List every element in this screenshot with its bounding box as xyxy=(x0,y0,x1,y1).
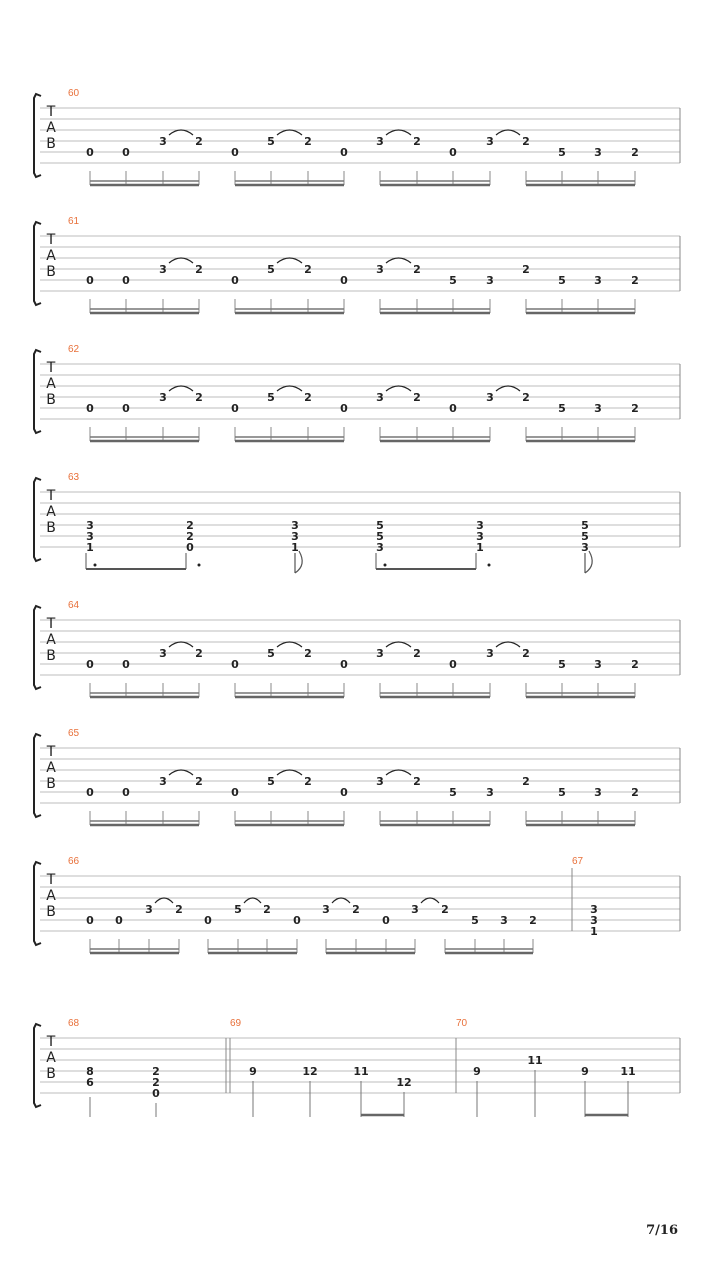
tie-slur xyxy=(169,770,193,775)
fret-number: 3 xyxy=(376,391,384,404)
fret-number: 0 xyxy=(449,146,457,159)
fret-number: 0 xyxy=(122,402,130,415)
fret-number: 5 xyxy=(471,914,479,927)
dot xyxy=(198,564,201,567)
fret-number: 2 xyxy=(304,391,312,404)
fret-number: 5 xyxy=(267,135,275,148)
tie-slur xyxy=(386,130,411,135)
tie-slur xyxy=(277,642,302,647)
measure-number: 68 xyxy=(68,1018,80,1029)
fret-number: 2 xyxy=(175,903,183,916)
fret-number: 3 xyxy=(159,391,167,404)
tab-clef-letter: B xyxy=(46,392,56,408)
tab-clef-letter: A xyxy=(46,760,56,776)
fret-number: 3 xyxy=(86,519,94,532)
fret-number: 2 xyxy=(195,775,203,788)
measure-number: 66 xyxy=(68,856,80,867)
fret-number: 5 xyxy=(558,786,566,799)
tie-slur xyxy=(277,770,302,775)
fret-number: 0 xyxy=(293,914,301,927)
fret-number: 0 xyxy=(86,146,94,159)
fret-number: 2 xyxy=(631,274,639,287)
fret-number: 0 xyxy=(86,274,94,287)
fret-number: 5 xyxy=(267,391,275,404)
tab-clef-letter: A xyxy=(46,504,56,520)
fret-number: 0 xyxy=(449,402,457,415)
measure-number: 67 xyxy=(572,856,584,867)
fret-number: 3 xyxy=(145,903,153,916)
fret-number: 3 xyxy=(594,274,602,287)
fret-number: 5 xyxy=(376,530,384,543)
fret-number: 0 xyxy=(449,658,457,671)
fret-number: 2 xyxy=(631,658,639,671)
system-bracket xyxy=(34,94,41,177)
measure-number: 63 xyxy=(68,472,80,483)
fret-number: 2 xyxy=(413,135,421,148)
fret-number: 0 xyxy=(340,402,348,415)
fret-number: 3 xyxy=(291,519,299,532)
fret-number: 2 xyxy=(152,1076,160,1089)
tab-clef-letter: A xyxy=(46,632,56,648)
fret-number: 2 xyxy=(631,786,639,799)
dot xyxy=(488,564,491,567)
tie-slur xyxy=(169,258,193,263)
fret-number: 3 xyxy=(322,903,330,916)
fret-number: 0 xyxy=(86,402,94,415)
fret-number: 2 xyxy=(152,1065,160,1078)
fret-number: 3 xyxy=(594,786,602,799)
tab-clef-letter: B xyxy=(46,648,56,664)
fret-number: 3 xyxy=(500,914,508,927)
flag xyxy=(295,551,302,573)
measure-number: 64 xyxy=(68,600,80,611)
fret-number: 3 xyxy=(590,914,598,927)
tie-slur xyxy=(386,770,411,775)
fret-number: 0 xyxy=(231,146,239,159)
system-bracket xyxy=(34,350,41,433)
tie-slur xyxy=(155,898,173,903)
fret-number: 0 xyxy=(186,541,194,554)
tab-clef-letter: B xyxy=(46,264,56,280)
fret-number: 2 xyxy=(631,402,639,415)
fret-number: 1 xyxy=(86,541,94,554)
fret-number: 3 xyxy=(486,135,494,148)
tab-clef-letter: T xyxy=(46,744,56,760)
fret-number: 12 xyxy=(302,1065,318,1078)
tab-clef-letter: A xyxy=(46,888,56,904)
fret-number: 9 xyxy=(581,1065,589,1078)
fret-number: 0 xyxy=(340,658,348,671)
fret-number: 5 xyxy=(267,263,275,276)
tab-clef-letter: B xyxy=(46,776,56,792)
fret-number: 2 xyxy=(186,530,194,543)
fret-number: 5 xyxy=(376,519,384,532)
fret-number: 11 xyxy=(353,1065,369,1078)
fret-number: 2 xyxy=(529,914,537,927)
fret-number: 0 xyxy=(115,914,123,927)
tab-clef-letter: T xyxy=(46,488,56,504)
fret-number: 5 xyxy=(558,658,566,671)
fret-number: 0 xyxy=(382,914,390,927)
fret-number: 3 xyxy=(486,786,494,799)
measure-number: 69 xyxy=(230,1018,242,1029)
fret-number: 2 xyxy=(304,647,312,660)
tie-slur xyxy=(244,898,261,903)
system-bracket xyxy=(34,862,41,945)
fret-number: 9 xyxy=(249,1065,257,1078)
fret-number: 3 xyxy=(159,647,167,660)
fret-number: 5 xyxy=(581,519,589,532)
fret-number: 2 xyxy=(522,775,530,788)
fret-number: 0 xyxy=(122,786,130,799)
fret-number: 3 xyxy=(486,391,494,404)
fret-number: 3 xyxy=(594,658,602,671)
fret-number: 2 xyxy=(352,903,360,916)
fret-number: 0 xyxy=(231,786,239,799)
fret-number: 5 xyxy=(558,402,566,415)
fret-number: 2 xyxy=(195,135,203,148)
fret-number: 2 xyxy=(304,775,312,788)
fret-number: 0 xyxy=(231,274,239,287)
fret-number: 3 xyxy=(159,135,167,148)
fret-number: 2 xyxy=(304,263,312,276)
fret-number: 0 xyxy=(122,274,130,287)
measure-number: 60 xyxy=(68,88,80,99)
fret-number: 2 xyxy=(186,519,194,532)
fret-number: 1 xyxy=(291,541,299,554)
fret-number: 2 xyxy=(195,391,203,404)
page-number: 7/16 xyxy=(646,1223,678,1238)
fret-number: 0 xyxy=(340,786,348,799)
fret-number: 3 xyxy=(594,402,602,415)
fret-number: 5 xyxy=(581,530,589,543)
fret-number: 3 xyxy=(376,541,384,554)
fret-number: 2 xyxy=(413,391,421,404)
fret-number: 5 xyxy=(558,146,566,159)
tie-slur xyxy=(386,258,411,263)
tab-clef-letter: A xyxy=(46,376,56,392)
fret-number: 3 xyxy=(291,530,299,543)
dot xyxy=(94,564,97,567)
fret-number: 12 xyxy=(396,1076,412,1089)
flag xyxy=(585,551,592,573)
tie-slur xyxy=(169,386,193,391)
fret-number: 5 xyxy=(267,775,275,788)
fret-number: 3 xyxy=(376,135,384,148)
fret-number: 5 xyxy=(234,903,242,916)
fret-number: 3 xyxy=(411,903,419,916)
fret-number: 0 xyxy=(340,274,348,287)
fret-number: 3 xyxy=(590,903,598,916)
tie-slur xyxy=(496,642,520,647)
fret-number: 5 xyxy=(267,647,275,660)
fret-number: 2 xyxy=(522,647,530,660)
tab-clef-letter: T xyxy=(46,872,56,888)
tab-clef-letter: A xyxy=(46,1050,56,1066)
system-bracket xyxy=(34,734,41,817)
tie-slur xyxy=(169,642,193,647)
tab-clef-letter: T xyxy=(46,1034,56,1050)
fret-number: 3 xyxy=(376,263,384,276)
fret-number: 2 xyxy=(195,263,203,276)
tab-clef-letter: A xyxy=(46,248,56,264)
fret-number: 3 xyxy=(476,519,484,532)
tie-slur xyxy=(496,130,520,135)
fret-number: 0 xyxy=(231,658,239,671)
tie-slur xyxy=(277,258,302,263)
fret-number: 2 xyxy=(195,647,203,660)
fret-number: 2 xyxy=(304,135,312,148)
tab-clef-letter: B xyxy=(46,904,56,920)
fret-number: 0 xyxy=(86,786,94,799)
fret-number: 1 xyxy=(476,541,484,554)
fret-number: 0 xyxy=(122,146,130,159)
fret-number: 3 xyxy=(376,775,384,788)
fret-number: 2 xyxy=(413,647,421,660)
fret-number: 5 xyxy=(449,274,457,287)
fret-number: 9 xyxy=(473,1065,481,1078)
tab-clef-letter: T xyxy=(46,616,56,632)
fret-number: 3 xyxy=(86,530,94,543)
fret-number: 5 xyxy=(449,786,457,799)
fret-number: 0 xyxy=(231,402,239,415)
fret-number: 0 xyxy=(86,914,94,927)
fret-number: 3 xyxy=(581,541,589,554)
tab-clef-letter: B xyxy=(46,520,56,536)
fret-number: 2 xyxy=(522,263,530,276)
fret-number: 2 xyxy=(631,146,639,159)
fret-number: 3 xyxy=(486,274,494,287)
fret-number: 3 xyxy=(594,146,602,159)
tie-slur xyxy=(421,898,439,903)
tie-slur xyxy=(277,386,302,391)
measure-number: 62 xyxy=(68,344,80,355)
measure-number: 61 xyxy=(68,216,80,227)
tie-slur xyxy=(332,898,350,903)
fret-number: 11 xyxy=(527,1054,543,1067)
fret-number: 2 xyxy=(413,263,421,276)
system-bracket xyxy=(34,1024,41,1107)
fret-number: 3 xyxy=(376,647,384,660)
fret-number: 0 xyxy=(340,146,348,159)
tie-slur xyxy=(277,130,302,135)
system-bracket xyxy=(34,606,41,689)
tab-clef-letter: T xyxy=(46,104,56,120)
measure-number: 70 xyxy=(456,1018,468,1029)
fret-number: 2 xyxy=(441,903,449,916)
fret-number: 2 xyxy=(522,135,530,148)
fret-number: 0 xyxy=(122,658,130,671)
fret-number: 5 xyxy=(558,274,566,287)
tab-clef-letter: T xyxy=(46,232,56,248)
system-bracket xyxy=(34,478,41,561)
tab-clef-letter: B xyxy=(46,1066,56,1082)
fret-number: 3 xyxy=(486,647,494,660)
tab-clef-letter: B xyxy=(46,136,56,152)
fret-number: 0 xyxy=(204,914,212,927)
fret-number: 2 xyxy=(263,903,271,916)
fret-number: 2 xyxy=(413,775,421,788)
measure-number: 65 xyxy=(68,728,80,739)
fret-number: 0 xyxy=(152,1087,160,1100)
fret-number: 0 xyxy=(86,658,94,671)
system-bracket xyxy=(34,222,41,305)
tie-slur xyxy=(496,386,520,391)
dot xyxy=(384,564,387,567)
tie-slur xyxy=(386,386,411,391)
tab-clef-letter: A xyxy=(46,120,56,136)
tab-clef-letter: T xyxy=(46,360,56,376)
fret-number: 11 xyxy=(620,1065,636,1078)
fret-number: 3 xyxy=(159,263,167,276)
fret-number: 3 xyxy=(159,775,167,788)
tie-slur xyxy=(386,642,411,647)
fret-number: 2 xyxy=(522,391,530,404)
fret-number: 6 xyxy=(86,1076,94,1089)
fret-number: 3 xyxy=(476,530,484,543)
fret-number: 8 xyxy=(86,1065,94,1078)
fret-number: 1 xyxy=(590,925,598,938)
tie-slur xyxy=(169,130,193,135)
